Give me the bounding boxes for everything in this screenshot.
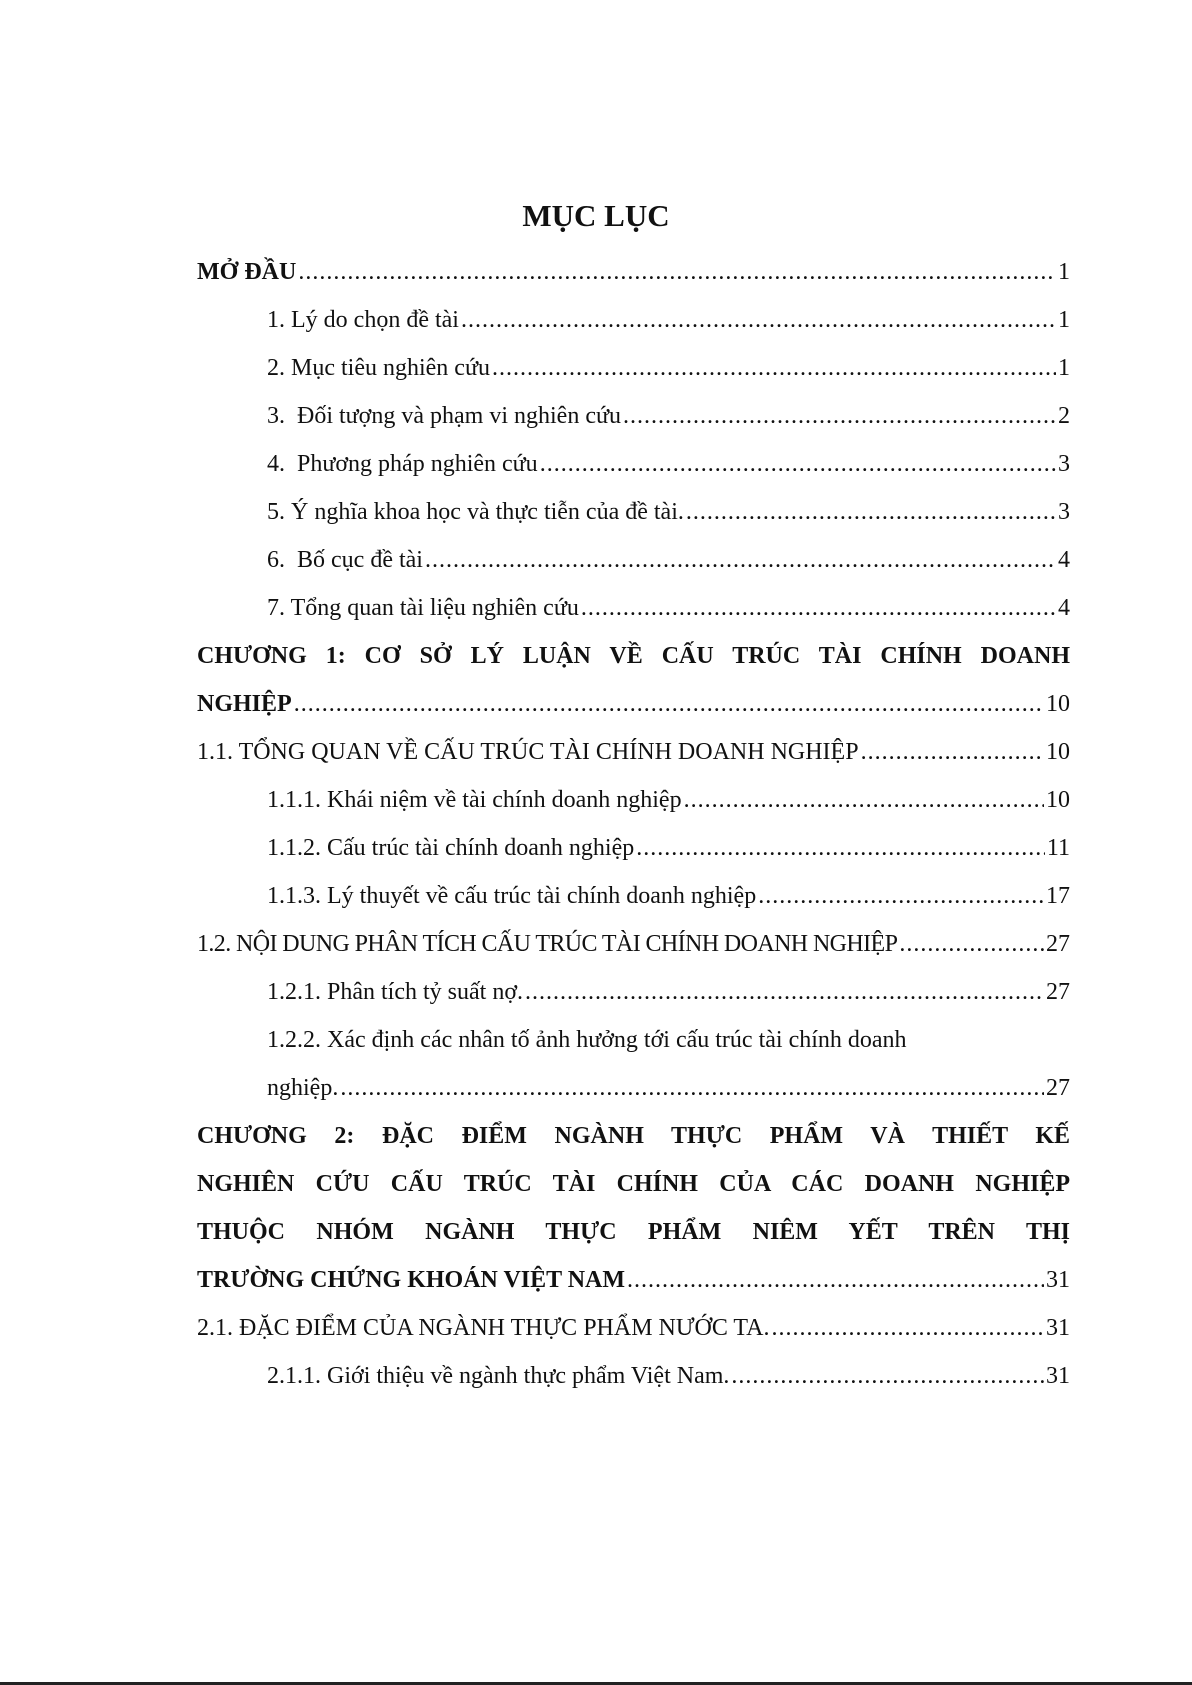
dot-leader — [461, 296, 1056, 344]
toc-entry-line: 1.2.2. Xác định các nhân tố ảnh hưởng tới cấu trúc tài chính doanh — [267, 1027, 907, 1053]
toc-entry-1-1-2[interactable] — [197, 824, 1070, 872]
toc-entry-doi-tuong[interactable] — [197, 392, 1070, 440]
page-title: MỤC LỤC — [522, 198, 670, 233]
toc-entry-page: 1 — [1058, 355, 1070, 381]
toc-entry-1-1-1[interactable] — [197, 776, 1070, 824]
toc-entry-text: 1.1.2. Cấu trúc tài chính doanh nghiệp — [267, 835, 635, 861]
toc-entry-page: 3 — [1058, 451, 1070, 477]
dot-leader — [636, 824, 1045, 872]
toc-entry-last-line — [197, 680, 1070, 728]
toc-entry-page: 31 — [1046, 1315, 1070, 1341]
toc-entry-page: 17 — [1046, 883, 1070, 909]
toc-entry-1-1-3[interactable] — [197, 872, 1070, 920]
toc-entry-page: 2 — [1058, 403, 1070, 429]
dot-leader — [861, 728, 1044, 776]
dot-leader — [340, 1064, 1044, 1112]
dot-leader — [623, 392, 1056, 440]
dot-leader — [771, 1304, 1044, 1352]
toc-entry-ly-do[interactable] — [197, 296, 1070, 344]
toc-entry-text: 7. Tổng quan tài liệu nghiên cứu — [267, 595, 579, 621]
toc-entry-tong-quan-tai-lieu[interactable] — [197, 584, 1070, 632]
toc-entry-last-line — [197, 1064, 1070, 1112]
toc-entry-text: nghiệp. — [267, 1075, 339, 1101]
toc-entry-text: 1.1. TỔNG QUAN VỀ CẤU TRÚC TÀI CHÍNH DOANH NGHIỆP — [197, 739, 859, 765]
toc-entry-text: 1.2.1. Phân tích tỷ suất nợ. — [267, 979, 524, 1005]
toc-entry-chuong-1[interactable] — [197, 632, 1070, 728]
toc-entry-2-1[interactable] — [197, 1304, 1070, 1352]
toc-entry-text: 6. Bố cục đề tài — [267, 547, 423, 573]
toc-entry-page: 31 — [1046, 1363, 1070, 1389]
toc-entry-bo-cuc[interactable] — [197, 536, 1070, 584]
dot-leader — [492, 344, 1056, 392]
toc-entry-line: THUỘC NHÓM NGÀNH THỰC PHẨM NIÊM YẾT TRÊN THỊ — [197, 1219, 1070, 1245]
toc-entry-line: NGHIÊN CỨU CẤU TRÚC TÀI CHÍNH CỦA CÁC DOANH NGHIỆP — [197, 1171, 1070, 1197]
toc-entry-phuong-phap[interactable] — [197, 440, 1070, 488]
toc-entry-text: 2.1. ĐẶC ĐIỂM CỦA NGÀNH THỰC PHẨM NƯỚC TA. — [197, 1315, 770, 1341]
toc-entry-page: 27 — [1046, 1075, 1070, 1101]
toc-entry-text: 4. Phương pháp nghiên cứu — [267, 451, 538, 477]
toc-entry-text: 5. Ý nghĩa khoa học và thực tiễn của đề tài. — [267, 499, 684, 525]
toc-entry-page: 1 — [1058, 259, 1070, 285]
toc-entry-text: 1.1.3. Lý thuyết về cấu trúc tài chính doanh nghiệp — [267, 883, 757, 909]
dot-leader — [731, 1352, 1044, 1400]
toc-entry-y-nghia[interactable] — [197, 488, 1070, 536]
toc-entry-text: 1.1.1. Khái niệm về tài chính doanh nghiệp — [267, 787, 682, 813]
toc-entry-text: MỞ ĐẦU — [197, 259, 297, 285]
dot-leader — [686, 488, 1056, 536]
toc-entry-text: NGHIỆP — [197, 691, 292, 717]
toc-entry-text: 1.2. NỘI DUNG PHÂN TÍCH CẤU TRÚC TÀI CHÍNH DOANH NGHIỆP — [197, 931, 898, 957]
toc-entry-1-1[interactable] — [197, 728, 1070, 776]
toc-entry-mo-dau[interactable] — [197, 248, 1070, 296]
toc-entry-text: 2.1.1. Giới thiệu về ngành thực phẩm Việt Nam. — [267, 1363, 730, 1389]
toc-entry-chuong-2[interactable] — [197, 1112, 1070, 1304]
toc-entry-text: 3. Đối tượng và phạm vi nghiên cứu — [267, 403, 621, 429]
dot-leader — [294, 680, 1044, 728]
dot-leader — [758, 872, 1044, 920]
dot-leader — [581, 584, 1056, 632]
toc-entry-1-2[interactable] — [197, 920, 1070, 968]
toc-entry-page: 4 — [1058, 547, 1070, 573]
toc-entry-text: 1. Lý do chọn đề tài — [267, 307, 459, 333]
toc-entry-2-1-1[interactable] — [197, 1352, 1070, 1400]
toc-entry-page: 1 — [1058, 307, 1070, 333]
dot-leader — [627, 1256, 1044, 1304]
toc-entry-page: 27 — [1046, 979, 1070, 1005]
toc-entry-page: 27 — [1046, 931, 1070, 957]
dot-leader — [684, 776, 1044, 824]
toc-entry-last-line — [197, 1256, 1070, 1304]
toc-entry-page: 10 — [1046, 739, 1070, 765]
dot-leader — [540, 440, 1056, 488]
toc-entry-text: 2. Mục tiêu nghiên cứu — [267, 355, 490, 381]
toc-entry-line: CHƯƠNG 1: CƠ SỞ LÝ LUẬN VỀ CẤU TRÚC TÀI CHÍNH DOANH — [197, 643, 1070, 669]
toc-entry-page: 10 — [1046, 787, 1070, 813]
toc-entry-page: 10 — [1046, 691, 1070, 717]
toc-entry-page: 4 — [1058, 595, 1070, 621]
dot-leader — [425, 536, 1056, 584]
toc-entry-muc-tieu[interactable] — [197, 344, 1070, 392]
toc-entry-text: TRƯỜNG CHỨNG KHOÁN VIỆT NAM — [197, 1267, 626, 1293]
dot-leader — [298, 248, 1056, 296]
toc-entry-line: CHƯƠNG 2: ĐẶC ĐIỂM NGÀNH THỰC PHẨM VÀ THIẾT KẾ — [197, 1123, 1070, 1149]
toc-entry-page: 3 — [1058, 499, 1070, 525]
toc-entry-1-2-1[interactable] — [197, 968, 1070, 1016]
dot-leader — [899, 920, 1044, 968]
dot-leader — [525, 968, 1044, 1016]
table-of-contents — [197, 248, 1070, 1400]
toc-entry-1-2-2[interactable] — [197, 1016, 1070, 1112]
toc-entry-page: 31 — [1046, 1267, 1070, 1293]
toc-entry-page: 11 — [1046, 835, 1070, 861]
